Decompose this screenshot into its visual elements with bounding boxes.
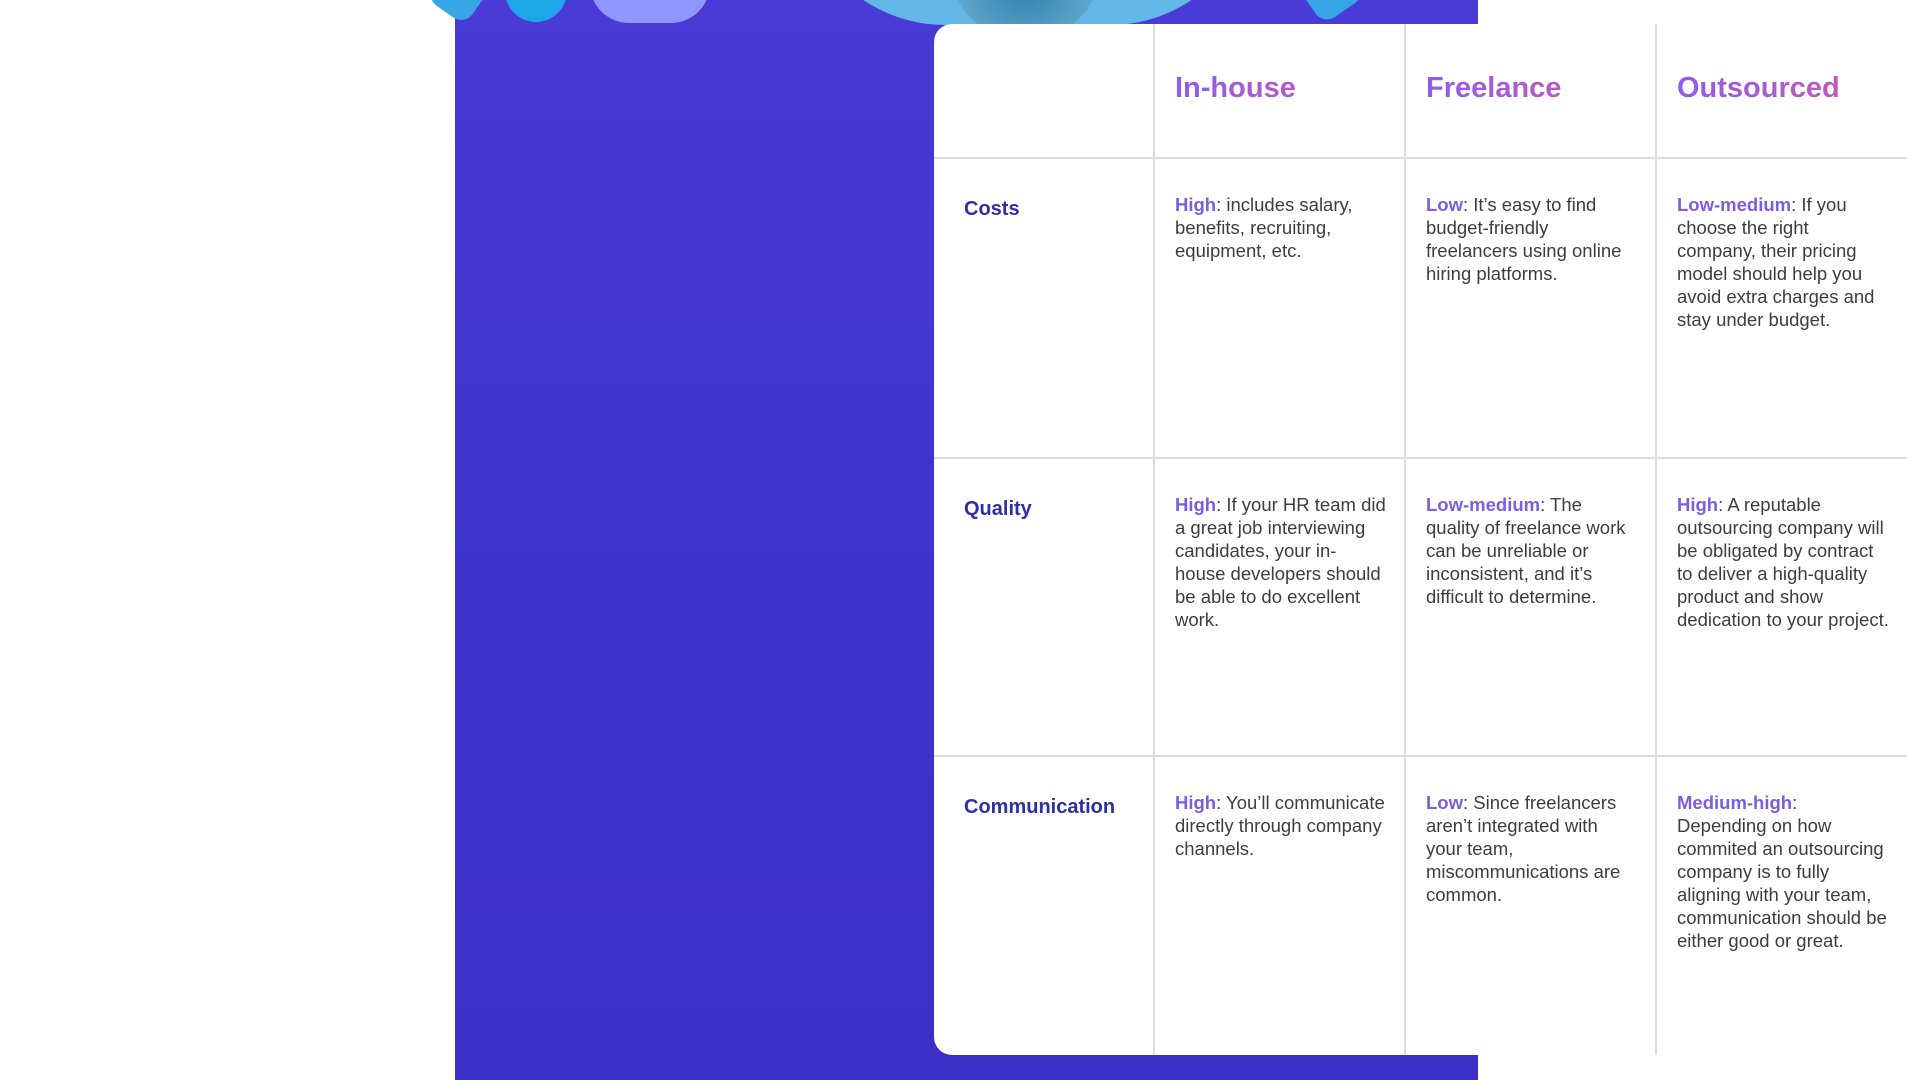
- row-header: [934, 756, 1154, 1055]
- rating-label: High: [1175, 194, 1217, 215]
- column-title: Freelance: [1406, 24, 1655, 106]
- column-header-outsourced: [1656, 24, 1907, 158]
- rating-label: Low-medium: [1426, 494, 1541, 515]
- decorative-shape: [425, 0, 504, 25]
- cell-description: : Depending on how commited an outsourcing company is to fully aligning with your team, communication should be either good or great.: [1677, 792, 1887, 951]
- table-row-quality: [934, 458, 1907, 756]
- decorative-shape: [505, 0, 567, 22]
- rating-label: Low-medium: [1677, 194, 1792, 215]
- table-cell: [1154, 458, 1405, 756]
- rating-label: Low: [1426, 194, 1463, 215]
- cell-description: : You’ll communicate directly through company channels.: [1175, 792, 1385, 859]
- cell-description: : A reputable outsourcing company will be obligated by contract to deliver a high-quality product and show dedication to your project.: [1677, 494, 1889, 630]
- table-row-communication: [934, 756, 1907, 1055]
- header-row: [934, 24, 1907, 158]
- table-cell: [1154, 158, 1405, 458]
- column-header-inhouse: [1154, 24, 1405, 158]
- column-title: Outsourced: [1657, 24, 1907, 106]
- rating-label: High: [1175, 792, 1217, 813]
- row-header: [934, 458, 1154, 756]
- row-header: [934, 158, 1154, 458]
- cell-description: : The quality of freelance work can be unreliable or inconsistent, and it’s difficult to determine.: [1426, 494, 1626, 607]
- cell-description: : If you choose the right company, their pricing model should help you avoid extra charges and stay under budget.: [1677, 194, 1875, 330]
- column-header-freelance: [1405, 24, 1656, 158]
- table-cell: [1656, 756, 1907, 1055]
- header-photo: [800, 0, 1255, 25]
- row-label: Costs: [964, 198, 1020, 220]
- table-cell: [1405, 158, 1656, 458]
- column-title: In-house: [1155, 24, 1404, 106]
- cell-description: : It’s easy to find budget-friendly freelancers using online hiring platforms.: [1426, 194, 1622, 284]
- table-cell: [1656, 158, 1907, 458]
- cell-description: : If your HR team did a great job interviewing candidates, your in-house developers should be able to do excellent work.: [1175, 494, 1386, 630]
- table-cell: [1154, 756, 1405, 1055]
- rating-label: Medium-high: [1677, 792, 1793, 813]
- row-label: Quality: [964, 498, 1032, 520]
- rating-label: High: [1175, 494, 1217, 515]
- cell-description: : includes salary, benefits, recruiting, equipment, etc.: [1175, 194, 1353, 261]
- table-row-costs: [934, 158, 1907, 458]
- table-cell: [1656, 458, 1907, 756]
- comparison-table: [934, 24, 1907, 1055]
- comparison-card: [934, 24, 1907, 1055]
- row-label: Communication: [964, 796, 1116, 818]
- cell-description: : Since freelancers aren’t integrated with your team, miscommunications are common.: [1426, 792, 1621, 905]
- table-cell: [1405, 756, 1656, 1055]
- corner-cell: [934, 24, 1154, 158]
- decorative-shape: [1286, 0, 1366, 25]
- rating-label: High: [1677, 494, 1719, 515]
- table-cell: [1405, 458, 1656, 756]
- decorative-shape: [590, 0, 710, 23]
- rating-label: Low: [1426, 792, 1463, 813]
- background-banner: [455, 0, 1889, 1080]
